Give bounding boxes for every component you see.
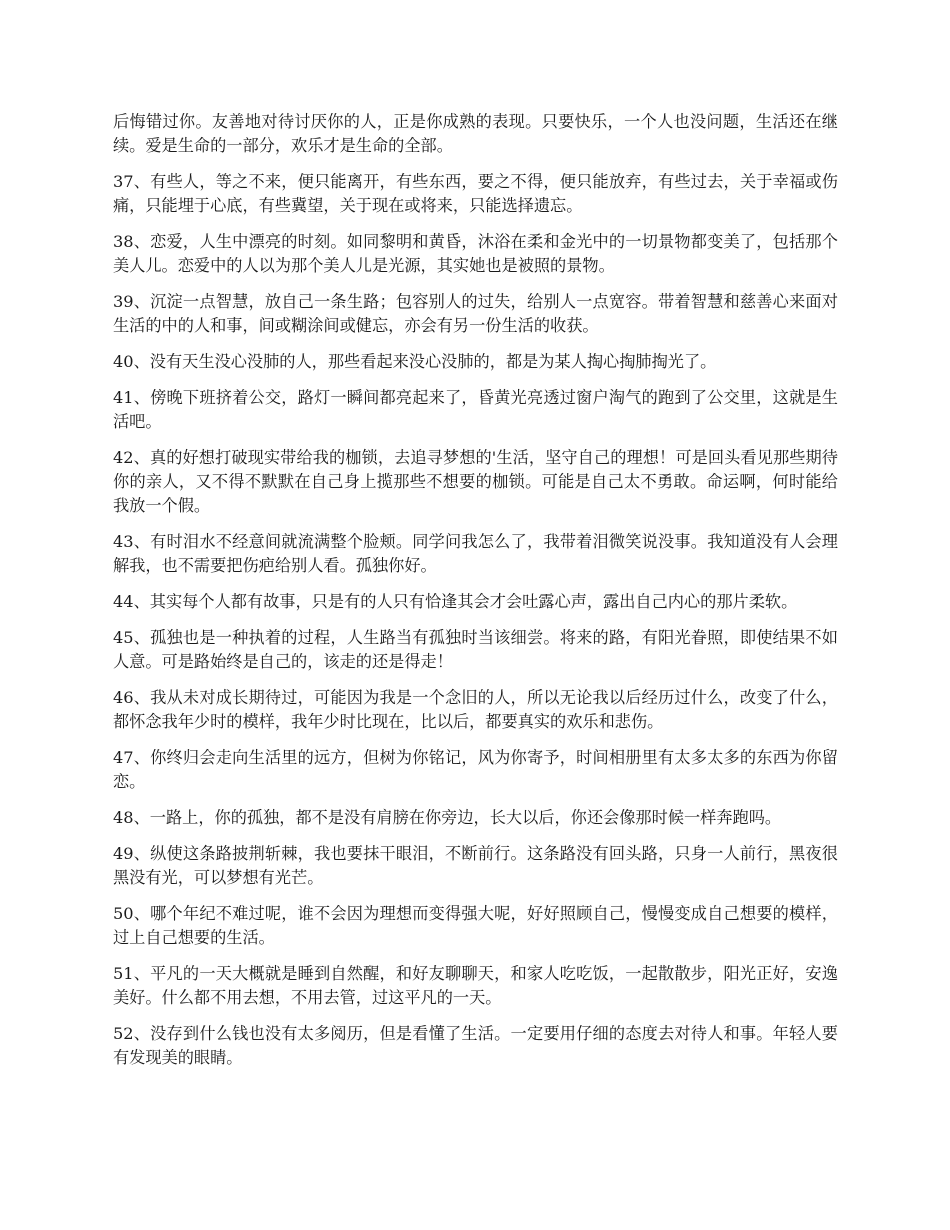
paragraph-40: 40、没有天生没心没肺的人，那些看起来没心没肺的，都是为某人掏心掏肺掏光了。: [113, 352, 717, 371]
paragraph-51: 51、平凡的一天大概就是睡到自然醒，和好友聊聊天，和家人吃吃饭，一起散散步，阳光正好，安逸美好。什么都不用去想，不用去管，过这平凡的一天。: [113, 964, 838, 1007]
paragraph-52: 52、没存到什么钱也没有太多阅历，但是看懂了生活。一定要用仔细的态度去对待人和事。年轻人要有发现美的眼睛。: [113, 1024, 838, 1067]
paragraph-47: 47、你终归会走向生活里的远方，但树为你铭记，风为你寄予，时间相册里有太多太多的东西为你留恋。: [113, 748, 838, 791]
paragraph-37: 37、有些人，等之不来，便只能离开，有些东西，要之不得，便只能放弃，有些过去，关于幸福或伤痛，只能埋于心底，有些冀望，关于现在或将来，只能选择遗忘。: [113, 172, 838, 215]
paragraph-49: 49、纵使这条路披荆斩棘，我也要抹干眼泪，不断前行。这条路没有回头路，只身一人前行，黑夜很黑没有光，可以梦想有光芒。: [113, 844, 838, 887]
paragraph-50: 50、哪个年纪不难过呢，谁不会因为理想而变得强大呢，好好照顾自己，慢慢变成自己想要的模样，过上自己想要的生活。: [113, 904, 838, 947]
paragraph-48: 48、一路上，你的孤独，都不是没有肩膀在你旁边，长大以后，你还会像那时候一样奔跑吗。: [113, 808, 782, 827]
paragraph-45: 45、孤独也是一种执着的过程，人生路当有孤独时当该细尝。将来的路，有阳光眷照，即使结果不如人意。可是路始终是自己的，该走的还是得走！: [113, 628, 838, 671]
paragraph-44: 44、其实每个人都有故事，只是有的人只有恰逢其会才会吐露心声，露出自己内心的那片柔软。: [113, 592, 798, 611]
paragraph-43: 43、有时泪水不经意间就流满整个脸颊。同学问我怎么了，我带着泪微笑说没事。我知道没有人会理解我，也不需要把伤疤给别人看。孤独你好。: [113, 532, 838, 575]
document-body: [113, 110, 838, 1082]
paragraph-42: 42、真的好想打破现实带给我的枷锁，去追寻梦想的'生活，坚守自己的理想！可是回头看见那些期待你的亲人，又不得不默默在自己身上揽那些不想要的枷锁。可能是自己太不勇敢。命运啊，何时能给我放一个假。: [113, 448, 838, 515]
paragraph-continuation: 后悔错过你。友善地对待讨厌你的人，正是你成熟的表现。只要快乐，一个人也没问题，生活还在继续。爱是生命的一部分，欢乐才是生命的全部。: [113, 112, 838, 155]
paragraph-41: 41、傍晚下班挤着公交，路灯一瞬间都亮起来了，昏黄光亮透过窗户淘气的跑到了公交里，这就是生活吧。: [113, 388, 838, 431]
paragraph-38: 38、恋爱，人生中漂亮的时刻。如同黎明和黄昏，沐浴在柔和金光中的一切景物都变美了，包括那个美人儿。恋爱中的人以为那个美人儿是光源，其实她也是被照的景物。: [113, 232, 838, 275]
paragraph-46: 46、我从未对成长期待过，可能因为我是一个念旧的人，所以无论我以后经历过什么，改变了什么，都怀念我年少时的模样，我年少时比现在，比以后，都要真实的欢乐和悲伤。: [113, 688, 838, 731]
paragraph-39: 39、沉淀一点智慧，放自己一条生路；包容别人的过失，给别人一点宽容。带着智慧和慈善心来面对生活的中的人和事，间或糊涂间或健忘，亦会有另一份生活的收获。: [113, 292, 838, 335]
